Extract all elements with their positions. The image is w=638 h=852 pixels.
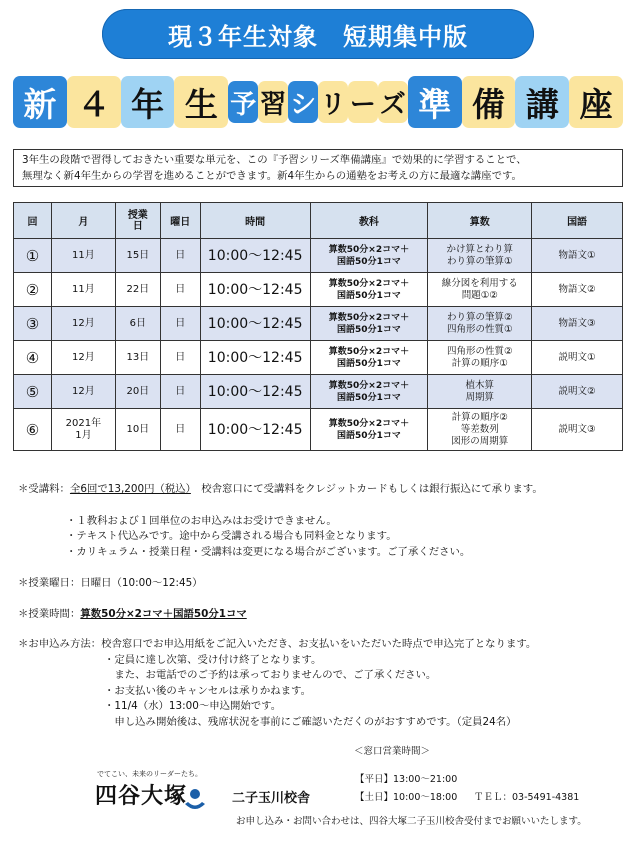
header-cell: 国語	[532, 203, 623, 239]
target-banner	[102, 9, 534, 59]
title-tile: 講	[515, 76, 569, 128]
header-date-text: 授業日	[127, 209, 148, 232]
fee-item: ・１教科および１回単位のお申込みはお受けできません。	[66, 514, 337, 527]
japanese-cell: 物語文②	[532, 273, 623, 307]
session-no: ⑥	[14, 409, 52, 451]
math-cell: わり算の筆算② 四角形の性質①	[428, 307, 532, 341]
header-cell: 時間	[200, 203, 310, 239]
time-cell: 10:00～12:45	[200, 409, 310, 451]
brand-mark-icon	[182, 787, 208, 813]
subject-cell: 算数50分×2コマ＋ 国語50分1コマ	[310, 375, 428, 409]
time-cell: 10:00～12:45	[200, 341, 310, 375]
telephone: ＴＥＬ：03-5491-4381	[474, 792, 580, 803]
japanese-cell: 物語文③	[532, 307, 623, 341]
apply-item: ・お支払い後のキャンセルは承りかねます。	[104, 684, 311, 697]
apply-item: また、お電話でのご予約は承っておりませんので、ご了承ください。	[104, 669, 437, 681]
time-cell: 10:00～12:45	[200, 375, 310, 409]
title-tile: 生	[174, 76, 228, 128]
intro-box	[13, 149, 623, 187]
date-cell: 15日	[115, 239, 160, 273]
fee-line: ＊受講料：全6回で13,200円（税込） 校舎窓口にて受講料をクレジットカードもしくは銀行振込にて承ります。	[18, 483, 543, 495]
day-cell: 日	[160, 375, 200, 409]
title-tile: ズ	[378, 81, 408, 123]
title-tile: ー	[348, 81, 378, 123]
school-name: 二子玉川校舎	[232, 791, 311, 806]
table-row	[14, 307, 623, 341]
date-cell: 6日	[115, 307, 160, 341]
title-tile: 予	[228, 81, 258, 123]
hours-weekend: 【土日】10:00～18:00	[355, 792, 458, 803]
day-cell: 日	[160, 341, 200, 375]
footer	[0, 745, 638, 845]
title-tile: 座	[569, 76, 623, 128]
title-tile: 年	[121, 76, 175, 128]
subject-cell: 算数50分×2コマ＋ 国語50分1コマ	[310, 341, 428, 375]
fee-item: ・テキスト代込みです。途中から受講される場合も同料金となります。	[66, 530, 397, 542]
subject-cell: 算数50分×2コマ＋ 国語50分1コマ	[310, 239, 428, 273]
japanese-cell: 物語文①	[532, 239, 623, 273]
title-tile: 習	[258, 81, 288, 123]
class-time-value: 算数50分×2コマ＋国語50分1コマ	[80, 607, 247, 620]
time-cell: 10:00～12:45	[200, 273, 310, 307]
date-cell: 13日	[115, 341, 160, 375]
target-banner-text: 現３年生対象 短期集中版	[168, 22, 468, 51]
header-cell: 曜日	[160, 203, 200, 239]
header-cell: 算数	[428, 203, 532, 239]
table-row	[14, 341, 623, 375]
day-cell: 日	[160, 239, 200, 273]
day-cell: 日	[160, 409, 200, 451]
session-no: ⑤	[14, 375, 52, 409]
title-tile: リ	[318, 81, 348, 123]
notes-section	[18, 482, 628, 730]
class-day-line: ＊授業曜日：日曜日（10:00～12:45）	[18, 577, 203, 589]
date-cell: 22日	[115, 273, 160, 307]
class-time-line: ＊授業時間：算数50分×2コマ＋国語50分1コマ	[18, 607, 247, 620]
month-cell: 12月	[51, 375, 115, 409]
fee-item: ・カリキュラム・授業日程・受講料は変更になる場合がございます。ご了承ください。	[66, 545, 471, 558]
apply-item: 申し込み開始後は、残席状況を事前にご確認いただくのがおすすめです。（定員24名）	[104, 715, 517, 728]
table-row	[14, 409, 623, 451]
hours-title: ＜窓口営業時間＞	[354, 746, 431, 757]
table-header-row	[14, 203, 623, 239]
header-cell: 月	[51, 203, 115, 239]
time-cell: 10:00～12:45	[200, 239, 310, 273]
header-cell	[115, 203, 160, 239]
title-tile: 準	[408, 76, 462, 128]
table-row	[14, 375, 623, 409]
title-tile: ４	[67, 76, 121, 128]
table-row	[14, 273, 623, 307]
title-tile: 備	[462, 76, 516, 128]
course-title	[13, 74, 623, 130]
table-row	[14, 239, 623, 273]
date-cell: 20日	[115, 375, 160, 409]
fee-value: 全6回で13,200円（税込）	[69, 483, 191, 495]
month-cell: 12月	[51, 341, 115, 375]
japanese-cell: 説明文①	[532, 341, 623, 375]
session-no: ③	[14, 307, 52, 341]
month-cell: 2021年 1月	[51, 409, 115, 451]
math-cell: 計算の順序② 等差数列 図形の周期算	[428, 409, 532, 451]
day-cell: 日	[160, 307, 200, 341]
title-tile: シ	[288, 81, 318, 123]
contact-note: お申し込み・お問い合わせは、四谷大塚二子玉川校舎受付までお願いいたします。	[236, 816, 587, 827]
month-cell: 11月	[51, 239, 115, 273]
title-tile: 新	[13, 76, 67, 128]
math-cell: かけ算とわり算 わり算の筆算①	[428, 239, 532, 273]
session-no: ①	[14, 239, 52, 273]
header-cell: 教科	[310, 203, 428, 239]
subject-cell: 算数50分×2コマ＋ 国語50分1コマ	[310, 307, 428, 341]
date-cell: 10日	[115, 409, 160, 451]
subject-cell: 算数50分×2コマ＋ 国語50分1コマ	[310, 409, 428, 451]
math-cell: 四角形の性質② 計算の順序①	[428, 341, 532, 375]
math-cell: 植木算 周期算	[428, 375, 532, 409]
session-no: ④	[14, 341, 52, 375]
hours-weekday: 【平日】13:00～21:00	[355, 774, 458, 785]
subject-cell: 算数50分×2コマ＋ 国語50分1コマ	[310, 273, 428, 307]
apply-item: ・11/4（水）13:00～申込開始です。	[104, 700, 282, 712]
month-cell: 12月	[51, 307, 115, 341]
time-cell: 10:00～12:45	[200, 307, 310, 341]
intro-line: 無理なく新4年生からの学習を進めることができます。新4年生からの通塾をお考えの方に最適な講座です。	[22, 170, 522, 182]
month-cell: 11月	[51, 273, 115, 307]
japanese-cell: 説明文③	[532, 409, 623, 451]
apply-line: ＊お申込み方法：校舎窓口でお申込用紙をご記入いただき、お支払いをいただいた時点で申込完了となります。	[18, 638, 537, 650]
schedule-table	[13, 202, 623, 451]
day-cell: 日	[160, 273, 200, 307]
tagline: でてこい、未来のリーダーたち。	[97, 770, 202, 778]
brand-logo: 四谷大塚	[95, 783, 188, 809]
apply-item: ・定員に達し次第、受け付け終了となります。	[104, 653, 322, 666]
math-cell: 線分図を利用する 問題①②	[428, 273, 532, 307]
intro-line: 3年生の段階で習得しておきたい重要な単元を、この『予習シリーズ準備講座』で効果的に学習することで、	[22, 154, 527, 166]
japanese-cell: 説明文②	[532, 375, 623, 409]
session-no: ②	[14, 273, 52, 307]
header-cell: 回	[14, 203, 52, 239]
